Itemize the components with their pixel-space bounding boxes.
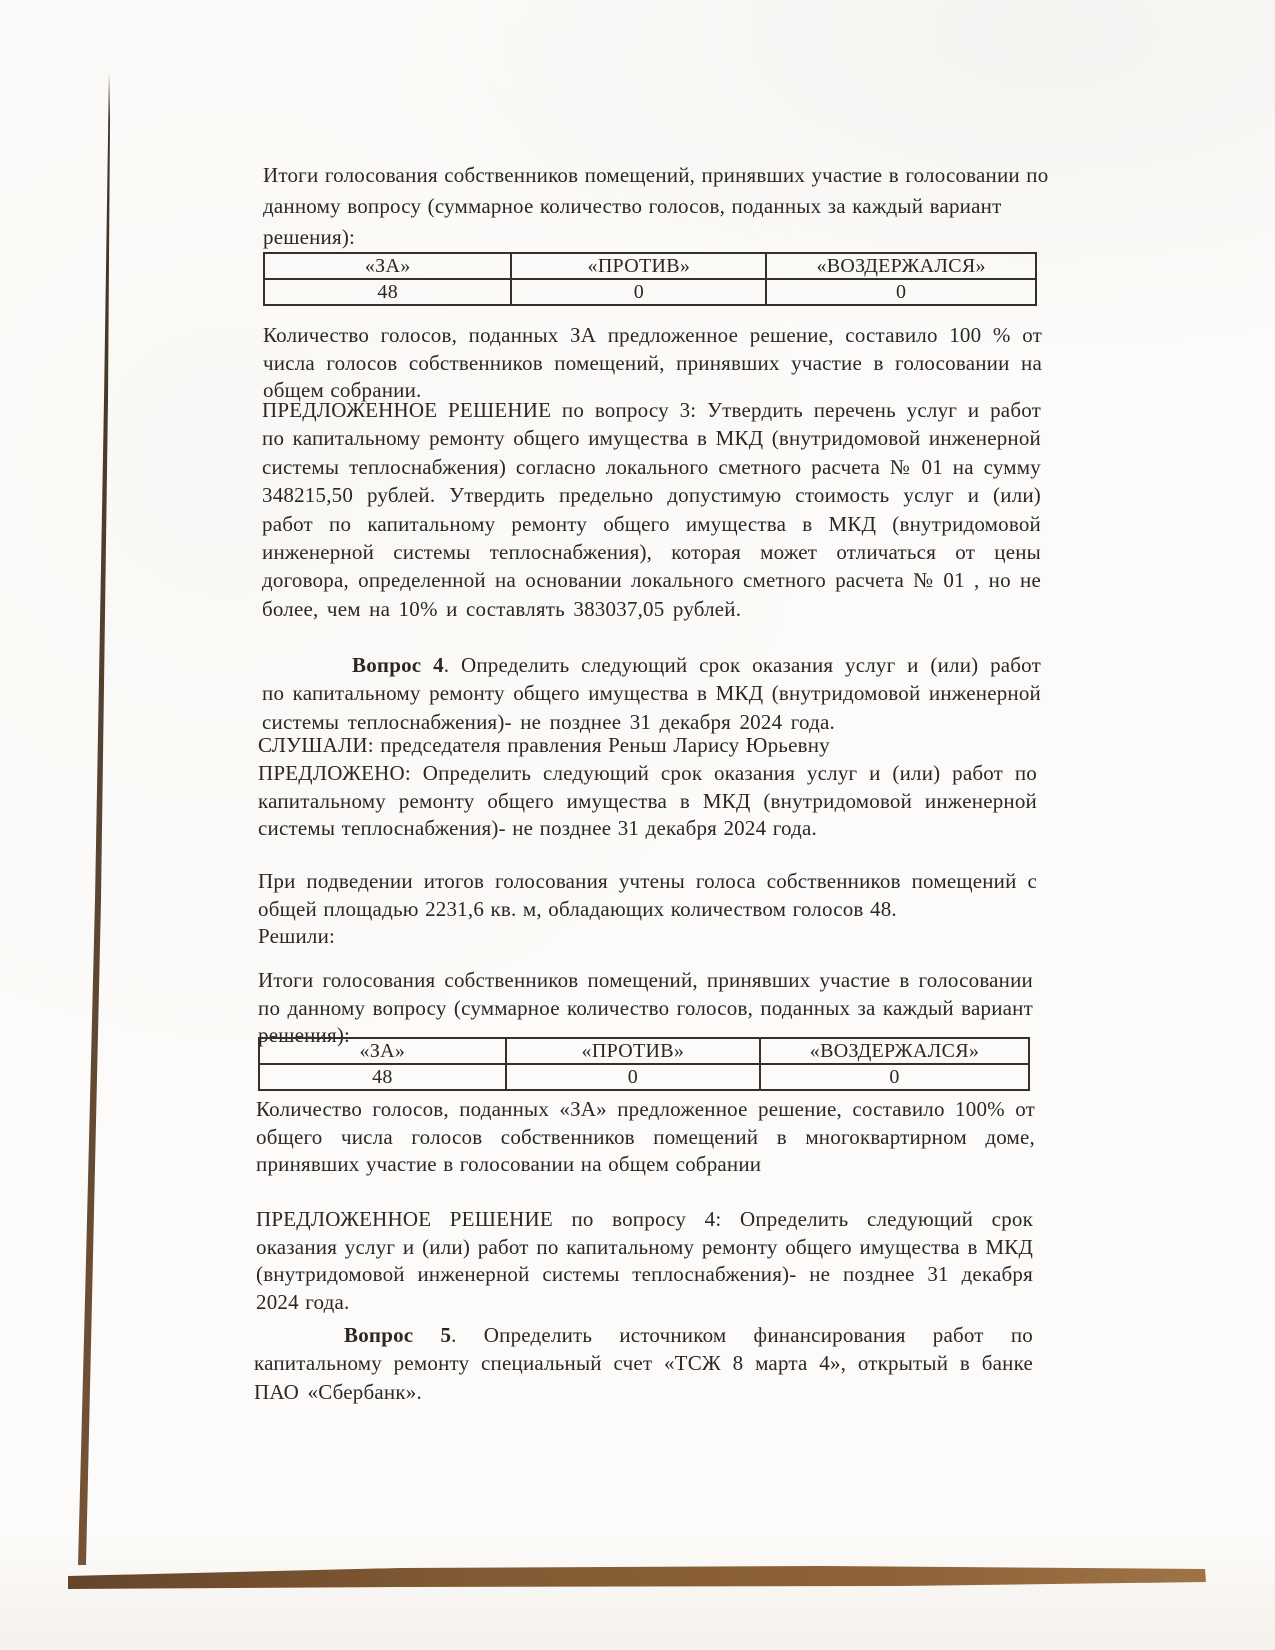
table-header-row xyxy=(259,1038,1029,1064)
table-header-row xyxy=(264,253,1036,279)
question-5-text: . Определить источником финансирования работ по капитальному ремонту специальный счет «ТСЖ 8 марта 4», открытый в банке ПАО «Сбербанк». xyxy=(254,1323,1033,1404)
question-4-label: Вопрос 4 xyxy=(352,653,444,677)
paragraph-proposed-q4: ПРЕДЛОЖЕНО: Определить следующий срок оказания услуг и (или) работ по капитальному ремонту общего имущества в МКД (внутридомовой инженерной системы теплоснабжения)- не позднее 31 декабря 2024 года. xyxy=(258,761,1037,841)
vote-results-table-q3 xyxy=(263,252,1037,306)
table-header-vozderzhalsya: «ВОЗДЕРЖАЛСЯ» xyxy=(766,253,1036,279)
table-value-vozderzhalsya: 0 xyxy=(760,1064,1029,1090)
table-values-row xyxy=(259,1064,1029,1090)
paragraph-votes-summary-q3: Количество голосов, поданных ЗА предложенное решение, составило 100 % от числа голосов собственников помещений, принявших участие в голосовании на общем собрании. xyxy=(263,323,1042,403)
paragraph-proposed-decision-q4: ПРЕДЛОЖЕННОЕ РЕШЕНИЕ по вопросу 4: Определить следующий срок оказания услуг и (или) работ по капитальному ремонту общего имущества в МКД (внутридомовой инженерной системы теплоснабжения)- не позднее 31 декабря 2024 года. xyxy=(256,1207,1033,1314)
table-value-protiv: 0 xyxy=(511,279,766,305)
table-value-vozderzhalsya: 0 xyxy=(766,279,1036,305)
table-header-vozderzhalsya: «ВОЗДЕРЖАЛСЯ» xyxy=(760,1038,1029,1064)
paragraph-proposed-decision-q3: ПРЕДЛОЖЕННОЕ РЕШЕНИЕ по вопросу 3: Утвердить перечень услуг и работ по капитальному ремонту общего имущества в МКД (внутридомовой инженерной системы теплоснабжения) согласно локального сметного расчета № 01 на сумму 348215,50 рублей. Утвердить предельно допустимую стоимость услуг и (или) работ по капитальному ремонту общего имущества в МКД (внутридомовой инженерной системы теплоснабжения), которая может отличаться от цены договора, определенной на основании локального сметного расчета № 01 , но не более, чем на 10% и составлять 383037,05 рублей. xyxy=(262,398,1041,621)
paragraph-voting-results-intro-q4: Итоги голосования собственников помещений, принявших участие в голосовании по данному вопросу (суммарное количество голосов, поданных за каждый вариант решения): xyxy=(258,968,1033,1048)
table-value-za: 48 xyxy=(259,1064,506,1090)
table-header-za: «ЗА» xyxy=(259,1038,506,1064)
paragraph-question-4 xyxy=(262,651,1041,736)
table-header-za: «ЗА» xyxy=(264,253,511,279)
paragraph-decided-label: Решили: xyxy=(258,924,336,948)
vote-results-table-q4 xyxy=(258,1037,1030,1091)
table-value-protiv: 0 xyxy=(506,1064,760,1090)
table-header-protiv: «ПРОТИВ» xyxy=(511,253,766,279)
table-values-row xyxy=(264,279,1036,305)
paragraph-voting-results-intro-q3: Итоги голосования собственников помещений, принявших участие в голосовании по данному вопросу (суммарное количество голосов, поданных за каждый вариант решения): xyxy=(263,163,1049,249)
question-5-label: Вопрос 5 xyxy=(344,1323,452,1347)
paragraph-question-5 xyxy=(254,1321,1033,1406)
paragraph-heard-q4: СЛУШАЛИ: председателя правления Реньш Ларису Юрьевну xyxy=(258,733,830,757)
table-value-za: 48 xyxy=(264,279,511,305)
table-header-protiv: «ПРОТИВ» xyxy=(506,1038,760,1064)
question-4-text: . Определить следующий срок оказания услуг и (или) работ по капитальному ремонту общего имущества в МКД (внутридомовой инженерной системы теплоснабжения)- не позднее 31 декабря 2024 года. xyxy=(262,653,1041,734)
paragraph-votes-summary-q4: Количество голосов, поданных «ЗА» предложенное решение, составило 100% от общего числа голосов собственников помещений в многоквартирном доме, принявших участие в голосовании на общем собрании xyxy=(256,1097,1035,1177)
paragraph-tally-note-q4: При подведении итогов голосования учтены голоса собственников помещений с общей площадью 2231,6 кв. м, обладающих количеством голосов 48. xyxy=(258,869,1037,921)
